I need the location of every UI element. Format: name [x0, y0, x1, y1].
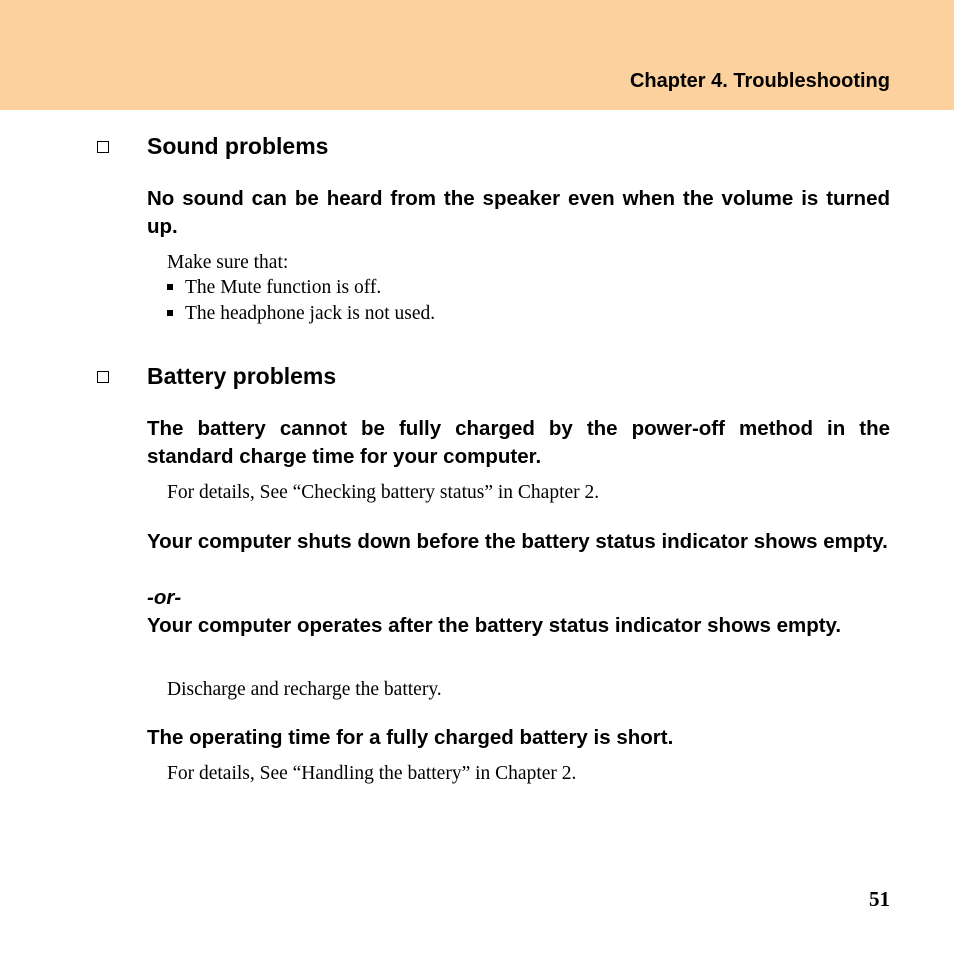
sound-question: No sound can be heard from the speaker even when the volume is turned up.	[147, 187, 890, 238]
battery-answer-3: For details, See “Handling the battery” in Chapter 2.	[167, 763, 577, 784]
list-bullet-icon	[167, 284, 173, 290]
battery-answer-2: Discharge and recharge the battery.	[167, 679, 442, 700]
battery-question-1: The battery cannot be fully charged by the power-off method in the standard charge time for your computer.	[147, 417, 890, 468]
chapter-heading: Chapter 4. Troubleshooting	[629, 70, 890, 92]
battery-answer-1: For details, See “Checking battery status” in Chapter 2.	[167, 482, 600, 503]
battery-question-2a: Your computer shuts down before the battery status indicator shows empty.	[147, 530, 888, 553]
sound-answer-intro: Make sure that:	[167, 252, 289, 273]
list-item: The headphone jack is not used.	[167, 303, 435, 325]
header-band	[0, 0, 954, 110]
list-item: The Mute function is off.	[167, 277, 381, 299]
section-title-battery: Battery problems	[147, 363, 337, 389]
battery-question-or: -or-	[147, 586, 182, 609]
section-bullet-square-icon	[97, 141, 109, 153]
battery-question-3: The operating time for a fully charged battery is short.	[147, 726, 674, 749]
section-bullet-square-icon	[97, 371, 109, 383]
battery-question-2b: Your computer operates after the battery status indicator shows empty.	[147, 614, 842, 637]
section-title-sound: Sound problems	[147, 133, 329, 159]
page-number: 51	[869, 887, 890, 911]
list-bullet-icon	[167, 310, 173, 316]
